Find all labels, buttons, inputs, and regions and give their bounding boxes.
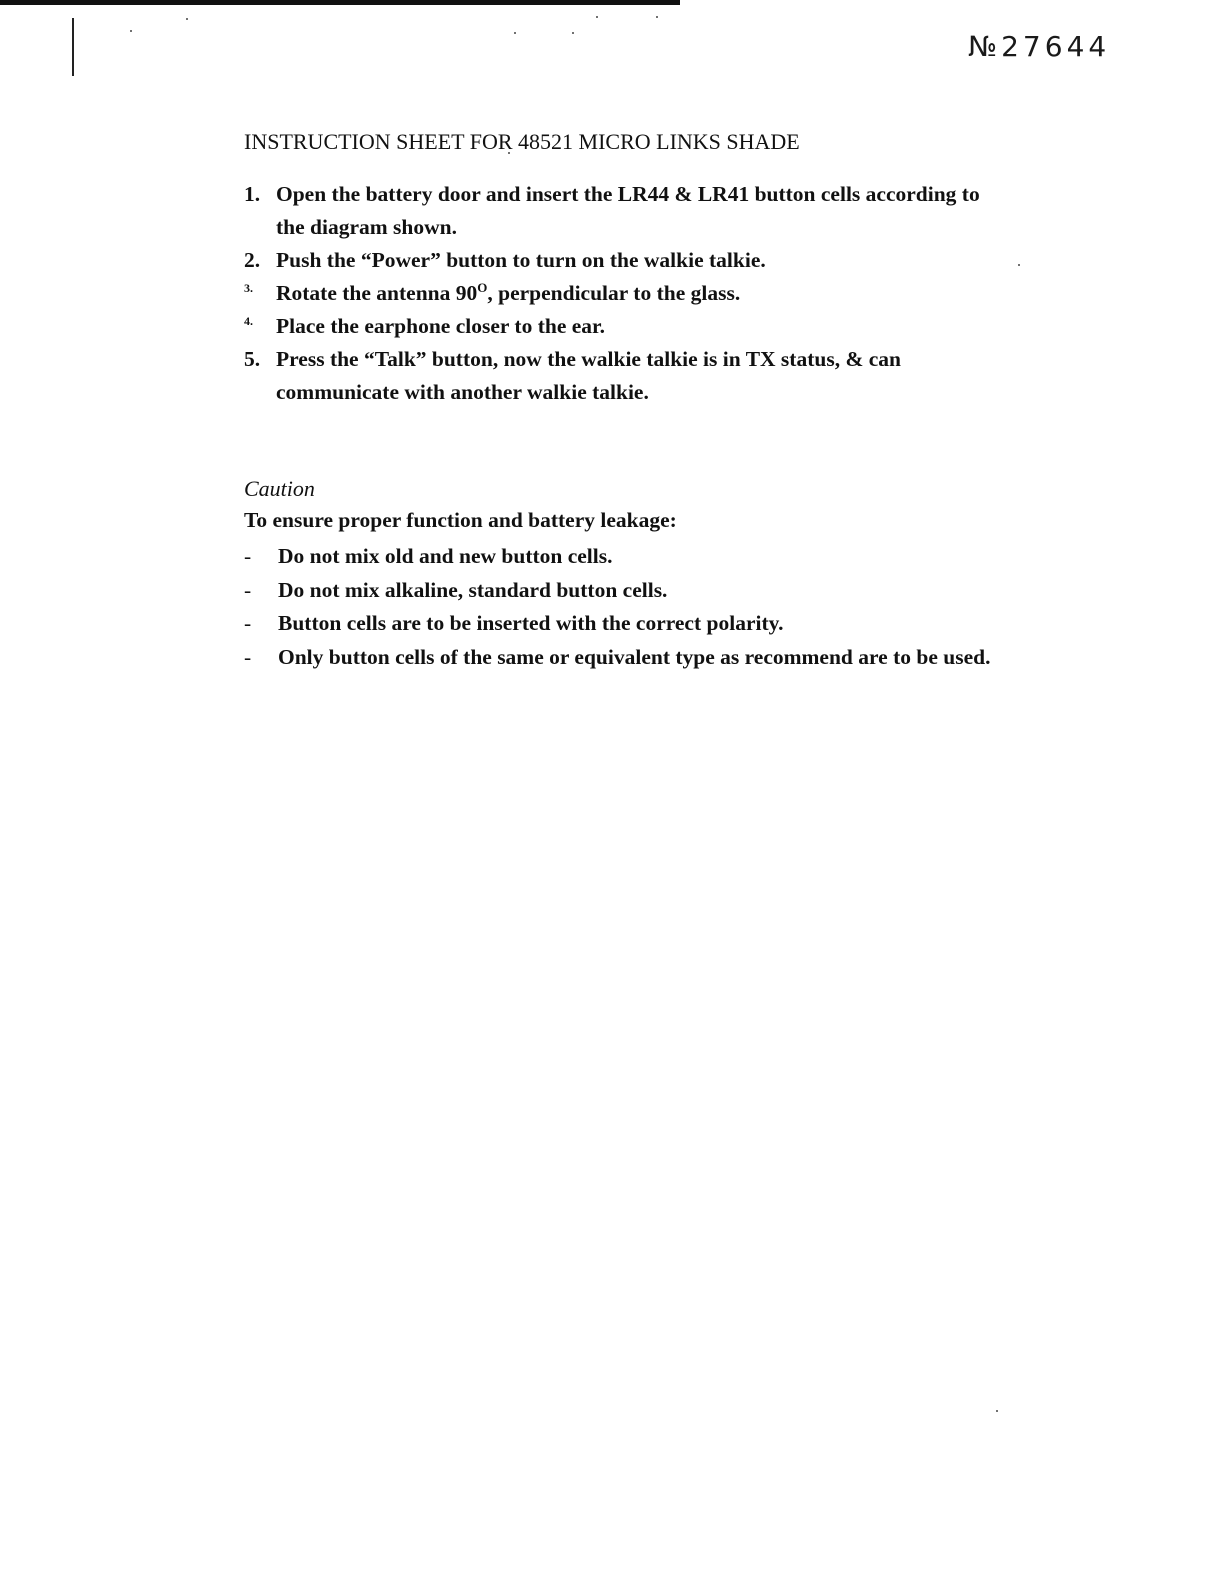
instruction-steps	[244, 178, 1004, 409]
bullet-dash: -	[244, 577, 252, 602]
caution-item	[244, 540, 1004, 574]
scan-speck	[656, 16, 658, 18]
caution-item	[244, 574, 1004, 608]
caution-text: Button cells are to be inserted with the correct polarity.	[278, 611, 784, 635]
step-text	[276, 277, 1004, 310]
step-number: 2.	[244, 248, 261, 272]
scan-speck	[130, 30, 132, 32]
bullet-dash: -	[244, 644, 252, 669]
scan-speck	[996, 1410, 998, 1412]
degree-superscript: O	[477, 279, 488, 295]
step-text: Press the “Talk” button, now the walkie talkie is in TX status, & can communicate with another walkie talkie.	[276, 347, 901, 404]
scan-speck	[572, 32, 574, 34]
caution-list	[244, 540, 1004, 674]
caution-text: Do not mix old and new button cells.	[278, 544, 613, 568]
step-number: 3.	[244, 281, 253, 295]
step-text: Push the “Power” button to turn on the walkie talkie.	[276, 248, 766, 272]
scan-speck	[1018, 264, 1020, 266]
instruction-step	[244, 277, 1004, 310]
caution-text: Only button cells of the same or equivalent type as recommend are to be used.	[278, 644, 991, 669]
scan-speck	[514, 32, 516, 34]
bullet-dash: -	[244, 544, 252, 568]
caution-heading: Caution	[244, 476, 315, 501]
page-title: INSTRUCTION SHEET FOR 48521 MICRO LINKS SHADE	[244, 128, 800, 154]
step-text-before: Rotate the antenna 90	[276, 281, 478, 305]
step-number: 4.	[244, 314, 253, 328]
bullet-dash: -	[244, 611, 252, 635]
step-text-after: , perpendicular to the glass.	[487, 281, 741, 305]
instruction-step	[244, 310, 1004, 343]
scan-margin-mark	[72, 18, 74, 76]
caution-intro: To ensure proper function and battery leakage:	[244, 508, 677, 532]
step-text: Place the earphone closer to the ear.	[276, 314, 605, 338]
step-number: 5.	[244, 347, 261, 371]
scan-speck	[596, 16, 598, 18]
instruction-step	[244, 343, 1004, 409]
caution-item	[244, 641, 1004, 675]
document-number: №27644	[968, 30, 1111, 63]
scan-top-border	[0, 0, 680, 5]
step-number: 1.	[244, 182, 261, 206]
caution-item	[244, 607, 1004, 641]
caution-text: Do not mix alkaline, standard button cells.	[278, 577, 668, 602]
instruction-step	[244, 178, 1004, 244]
scan-speck	[186, 18, 188, 20]
step-text: Open the battery door and insert the LR44 & LR41 button cells according to the diagram shown.	[276, 182, 980, 239]
instruction-step	[244, 244, 1004, 277]
